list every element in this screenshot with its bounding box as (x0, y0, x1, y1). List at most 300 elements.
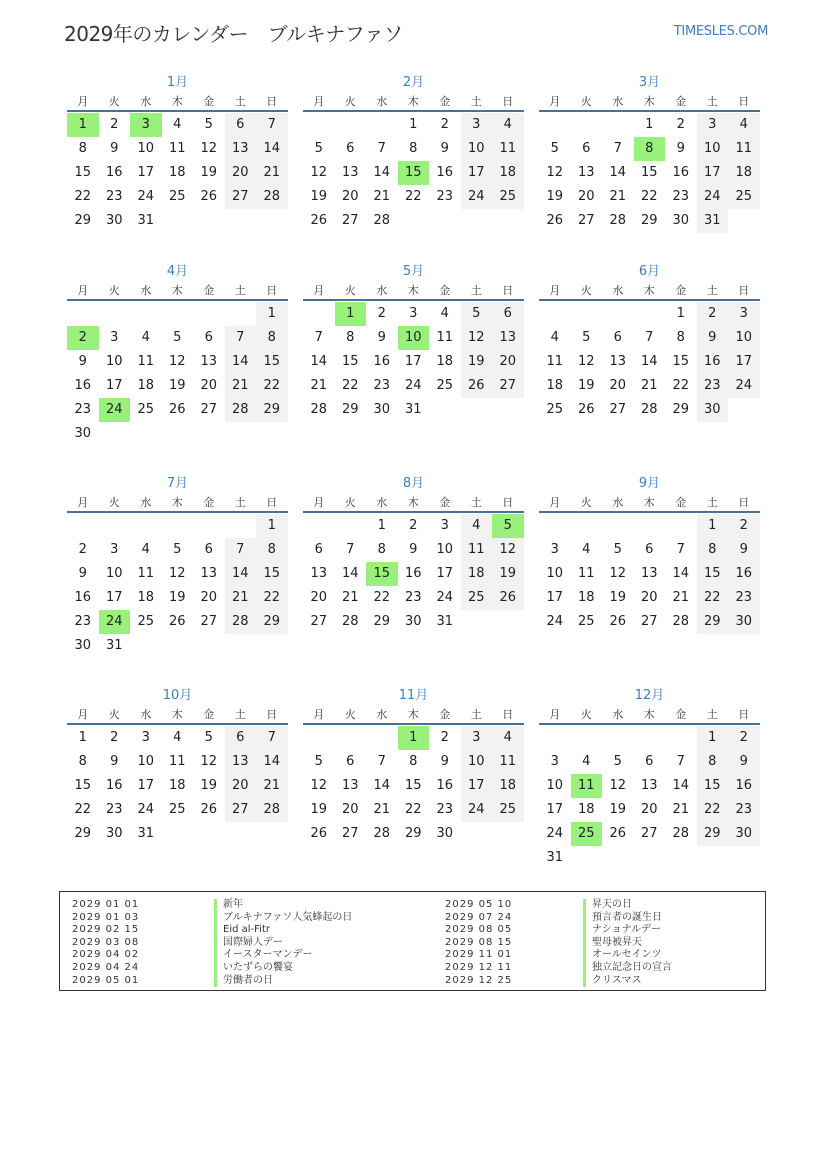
day-cell[interactable]: 5 (461, 302, 493, 326)
day-cell[interactable]: 12 (168, 354, 186, 369)
day-cell[interactable]: 10 (105, 354, 123, 369)
day-cell[interactable]: 20 (492, 350, 524, 374)
day-cell[interactable]: 4 (550, 330, 559, 345)
day-cell[interactable]: 3 (461, 726, 493, 750)
day-cell[interactable]: 1 (697, 514, 729, 538)
day-cell[interactable]: 2 (440, 730, 449, 745)
day-cell[interactable]: 21 (256, 774, 288, 798)
day-cell[interactable]: 30 (105, 213, 123, 228)
day-cell[interactable]: 16 (436, 165, 454, 180)
day-cell[interactable]: 3 (409, 306, 418, 321)
day-cell[interactable]: 24 (99, 398, 131, 422)
day-cell[interactable]: 19 (577, 378, 595, 393)
day-cell[interactable]: 22 (373, 590, 391, 605)
day-cell[interactable]: 16 (74, 378, 92, 393)
day-cell[interactable]: 29 (672, 402, 690, 417)
day-cell[interactable]: 5 (550, 141, 559, 156)
day-cell[interactable]: 2 (78, 542, 87, 557)
day-cell[interactable]: 29 (256, 610, 288, 634)
day-cell[interactable]: 25 (728, 185, 760, 209)
day-cell[interactable]: 14 (373, 778, 391, 793)
day-cell[interactable]: 31 (404, 402, 422, 417)
day-cell[interactable]: 18 (436, 354, 454, 369)
day-cell[interactable]: 12 (577, 354, 595, 369)
day-cell[interactable]: 5 (204, 730, 213, 745)
day-cell[interactable]: 15 (697, 562, 729, 586)
day-cell[interactable]: 10 (461, 750, 493, 774)
day-cell[interactable]: 26 (461, 374, 493, 398)
day-cell[interactable]: 22 (404, 802, 422, 817)
day-cell[interactable]: 15 (256, 562, 288, 586)
day-cell[interactable]: 16 (728, 774, 760, 798)
day-cell[interactable]: 12 (168, 566, 186, 581)
day-cell[interactable]: 4 (582, 542, 591, 557)
day-cell[interactable]: 16 (436, 778, 454, 793)
day-cell[interactable]: 24 (697, 185, 729, 209)
day-cell[interactable]: 14 (256, 137, 288, 161)
day-cell[interactable]: 7 (346, 542, 355, 557)
day-cell[interactable]: 19 (200, 165, 218, 180)
day-cell[interactable]: 22 (341, 378, 359, 393)
day-cell[interactable]: 8 (346, 330, 355, 345)
day-cell[interactable]: 9 (728, 750, 760, 774)
day-cell[interactable]: 20 (341, 802, 359, 817)
day-cell[interactable]: 11 (492, 750, 524, 774)
day-cell[interactable]: 2 (377, 306, 386, 321)
day-cell[interactable]: 23 (728, 798, 760, 822)
day-cell[interactable]: 7 (256, 726, 288, 750)
day-cell[interactable]: 6 (225, 113, 257, 137)
day-cell[interactable]: 11 (546, 354, 564, 369)
day-cell[interactable]: 13 (640, 778, 658, 793)
day-cell[interactable]: 28 (256, 798, 288, 822)
day-cell[interactable]: 18 (137, 590, 155, 605)
day-cell[interactable]: 14 (640, 354, 658, 369)
day-cell[interactable]: 17 (546, 590, 564, 605)
day-cell[interactable]: 12 (492, 538, 524, 562)
day-cell[interactable]: 29 (373, 614, 391, 629)
day-cell[interactable]: 14 (672, 778, 690, 793)
day-cell[interactable]: 11 (436, 330, 454, 345)
day-cell[interactable]: 17 (461, 161, 493, 185)
day-cell[interactable]: 7 (225, 538, 257, 562)
day-cell[interactable]: 21 (672, 590, 690, 605)
day-cell[interactable]: 7 (377, 141, 386, 156)
day-cell[interactable]: 2 (728, 726, 760, 750)
day-cell[interactable]: 31 (436, 614, 454, 629)
day-cell[interactable]: 25 (577, 614, 595, 629)
day-cell[interactable]: 8 (256, 326, 288, 350)
day-cell[interactable]: 6 (645, 754, 654, 769)
day-cell[interactable]: 6 (346, 754, 355, 769)
day-cell[interactable]: 12 (200, 141, 218, 156)
day-cell[interactable]: 13 (577, 165, 595, 180)
day-cell[interactable]: 29 (74, 213, 92, 228)
day-cell[interactable]: 31 (137, 826, 155, 841)
day-cell[interactable]: 22 (74, 802, 92, 817)
day-cell[interactable]: 13 (492, 326, 524, 350)
day-cell[interactable]: 20 (225, 161, 257, 185)
day-cell[interactable]: 10 (137, 141, 155, 156)
day-cell[interactable]: 2 (440, 117, 449, 132)
day-cell[interactable]: 21 (672, 802, 690, 817)
day-cell[interactable]: 29 (404, 826, 422, 841)
day-cell[interactable]: 17 (546, 802, 564, 817)
day-cell[interactable]: 5 (582, 330, 591, 345)
day-cell[interactable]: 25 (137, 402, 155, 417)
day-cell[interactable]: 19 (609, 590, 627, 605)
day-cell[interactable]: 7 (314, 330, 323, 345)
day-cell[interactable]: 1 (78, 730, 87, 745)
day-cell[interactable]: 9 (110, 754, 119, 769)
day-cell[interactable]: 11 (168, 141, 186, 156)
day-cell[interactable]: 4 (173, 117, 182, 132)
day-cell[interactable]: 20 (200, 378, 218, 393)
day-cell[interactable]: 19 (310, 802, 328, 817)
day-cell[interactable]: 27 (310, 614, 328, 629)
day-cell[interactable]: 25 (571, 822, 603, 846)
day-cell[interactable]: 15 (697, 774, 729, 798)
day-cell[interactable]: 20 (200, 590, 218, 605)
day-cell[interactable]: 27 (640, 826, 658, 841)
day-cell[interactable]: 17 (404, 354, 422, 369)
day-cell[interactable]: 12 (609, 778, 627, 793)
day-cell[interactable]: 30 (373, 402, 391, 417)
day-cell[interactable]: 19 (310, 189, 328, 204)
day-cell[interactable]: 24 (137, 189, 155, 204)
day-cell[interactable]: 22 (697, 798, 729, 822)
day-cell[interactable]: 8 (697, 750, 729, 774)
day-cell[interactable]: 8 (78, 141, 87, 156)
day-cell[interactable]: 24 (99, 610, 131, 634)
day-cell[interactable]: 31 (137, 213, 155, 228)
day-cell[interactable]: 27 (577, 213, 595, 228)
day-cell[interactable]: 28 (341, 614, 359, 629)
day-cell[interactable]: 3 (461, 113, 493, 137)
day-cell[interactable]: 11 (137, 354, 155, 369)
day-cell[interactable]: 14 (225, 562, 257, 586)
day-cell[interactable]: 18 (577, 590, 595, 605)
day-cell[interactable]: 14 (341, 566, 359, 581)
day-cell[interactable]: 24 (728, 374, 760, 398)
day-cell[interactable]: 20 (310, 590, 328, 605)
day-cell[interactable]: 20 (225, 774, 257, 798)
day-cell[interactable]: 24 (546, 614, 564, 629)
day-cell[interactable]: 4 (173, 730, 182, 745)
day-cell[interactable]: 2 (676, 117, 685, 132)
day-cell[interactable]: 27 (225, 185, 257, 209)
day-cell[interactable]: 9 (728, 538, 760, 562)
day-cell[interactable]: 12 (546, 165, 564, 180)
day-cell[interactable]: 28 (640, 402, 658, 417)
day-cell[interactable]: 14 (256, 750, 288, 774)
day-cell[interactable]: 17 (461, 774, 493, 798)
day-cell[interactable]: 30 (728, 822, 760, 846)
day-cell[interactable]: 8 (78, 754, 87, 769)
day-cell[interactable]: 4 (461, 514, 493, 538)
day-cell[interactable]: 22 (256, 374, 288, 398)
day-cell[interactable]: 11 (571, 774, 603, 798)
day-cell[interactable]: 21 (640, 378, 658, 393)
day-cell[interactable]: 7 (225, 326, 257, 350)
day-cell[interactable]: 25 (168, 802, 186, 817)
day-cell[interactable]: 13 (609, 354, 627, 369)
day-cell[interactable]: 30 (74, 638, 92, 653)
day-cell[interactable]: 12 (200, 754, 218, 769)
day-cell[interactable]: 26 (546, 213, 564, 228)
day-cell[interactable]: 13 (200, 566, 218, 581)
day-cell[interactable]: 5 (314, 754, 323, 769)
day-cell[interactable]: 16 (74, 590, 92, 605)
day-cell[interactable]: 29 (697, 610, 729, 634)
day-cell[interactable]: 24 (137, 802, 155, 817)
day-cell[interactable]: 29 (640, 213, 658, 228)
day-cell[interactable]: 18 (168, 778, 186, 793)
day-cell[interactable]: 27 (640, 614, 658, 629)
day-cell[interactable]: 19 (168, 378, 186, 393)
day-cell[interactable]: 2 (728, 514, 760, 538)
day-cell[interactable]: 15 (366, 562, 398, 586)
day-cell[interactable]: 16 (105, 165, 123, 180)
day-cell[interactable]: 26 (200, 802, 218, 817)
day-cell[interactable]: 11 (461, 538, 493, 562)
day-cell[interactable]: 18 (461, 562, 493, 586)
day-cell[interactable]: 17 (105, 590, 123, 605)
day-cell[interactable]: 28 (225, 398, 257, 422)
day-cell[interactable]: 30 (404, 614, 422, 629)
day-cell[interactable]: 4 (440, 306, 449, 321)
day-cell[interactable]: 26 (310, 213, 328, 228)
day-cell[interactable]: 3 (697, 113, 729, 137)
day-cell[interactable]: 25 (168, 189, 186, 204)
day-cell[interactable]: 9 (697, 326, 729, 350)
day-cell[interactable]: 17 (697, 161, 729, 185)
day-cell[interactable]: 29 (256, 398, 288, 422)
day-cell[interactable]: 13 (225, 137, 257, 161)
day-cell[interactable]: 28 (225, 610, 257, 634)
day-cell[interactable]: 1 (377, 518, 386, 533)
day-cell[interactable]: 26 (609, 826, 627, 841)
day-cell[interactable]: 10 (461, 137, 493, 161)
day-cell[interactable]: 2 (110, 730, 119, 745)
day-cell[interactable]: 30 (728, 610, 760, 634)
day-cell[interactable]: 2 (697, 302, 729, 326)
day-cell[interactable]: 5 (613, 542, 622, 557)
day-cell[interactable]: 23 (697, 374, 729, 398)
day-cell[interactable]: 9 (440, 141, 449, 156)
day-cell[interactable]: 7 (256, 113, 288, 137)
day-cell[interactable]: 19 (609, 802, 627, 817)
day-cell[interactable]: 7 (645, 330, 654, 345)
day-cell[interactable]: 5 (173, 330, 182, 345)
day-cell[interactable]: 30 (105, 826, 123, 841)
day-cell[interactable]: 11 (168, 754, 186, 769)
day-cell[interactable]: 12 (609, 566, 627, 581)
day-cell[interactable]: 22 (74, 189, 92, 204)
day-cell[interactable]: 4 (141, 542, 150, 557)
day-cell[interactable]: 27 (200, 402, 218, 417)
day-cell[interactable]: 19 (492, 562, 524, 586)
day-cell[interactable]: 21 (225, 374, 257, 398)
day-cell[interactable]: 5 (492, 514, 524, 538)
day-cell[interactable]: 9 (440, 754, 449, 769)
day-cell[interactable]: 15 (256, 350, 288, 374)
day-cell[interactable]: 15 (74, 165, 92, 180)
day-cell[interactable]: 6 (204, 542, 213, 557)
day-cell[interactable]: 4 (141, 330, 150, 345)
day-cell[interactable]: 2 (67, 326, 99, 350)
day-cell[interactable]: 5 (173, 542, 182, 557)
day-cell[interactable]: 1 (697, 726, 729, 750)
day-cell[interactable]: 10 (728, 326, 760, 350)
day-cell[interactable]: 4 (582, 754, 591, 769)
day-cell[interactable]: 25 (546, 402, 564, 417)
day-cell[interactable]: 22 (672, 378, 690, 393)
day-cell[interactable]: 23 (105, 802, 123, 817)
day-cell[interactable]: 6 (314, 542, 323, 557)
day-cell[interactable]: 23 (728, 586, 760, 610)
day-cell[interactable]: 5 (613, 754, 622, 769)
day-cell[interactable]: 13 (225, 750, 257, 774)
day-cell[interactable]: 23 (436, 802, 454, 817)
day-cell[interactable]: 29 (341, 402, 359, 417)
day-cell[interactable]: 6 (492, 302, 524, 326)
day-cell[interactable]: 21 (609, 189, 627, 204)
day-cell[interactable]: 25 (492, 798, 524, 822)
day-cell[interactable]: 21 (310, 378, 328, 393)
day-cell[interactable]: 18 (577, 802, 595, 817)
day-cell[interactable]: 23 (404, 590, 422, 605)
day-cell[interactable]: 10 (697, 137, 729, 161)
day-cell[interactable]: 31 (697, 209, 729, 233)
day-cell[interactable]: 22 (256, 586, 288, 610)
day-cell[interactable]: 13 (200, 354, 218, 369)
day-cell[interactable]: 8 (409, 141, 418, 156)
day-cell[interactable]: 8 (697, 538, 729, 562)
day-cell[interactable]: 28 (672, 826, 690, 841)
day-cell[interactable]: 20 (577, 189, 595, 204)
day-cell[interactable]: 1 (256, 514, 288, 538)
day-cell[interactable]: 1 (67, 113, 99, 137)
day-cell[interactable]: 26 (609, 614, 627, 629)
day-cell[interactable]: 4 (728, 113, 760, 137)
day-cell[interactable]: 14 (609, 165, 627, 180)
day-cell[interactable]: 23 (436, 189, 454, 204)
day-cell[interactable]: 25 (492, 185, 524, 209)
day-cell[interactable]: 18 (728, 161, 760, 185)
day-cell[interactable]: 26 (310, 826, 328, 841)
day-cell[interactable]: 23 (105, 189, 123, 204)
day-cell[interactable]: 8 (409, 754, 418, 769)
day-cell[interactable]: 27 (341, 826, 359, 841)
day-cell[interactable]: 10 (105, 566, 123, 581)
day-cell[interactable]: 23 (373, 378, 391, 393)
day-cell[interactable]: 9 (78, 354, 87, 369)
day-cell[interactable]: 6 (613, 330, 622, 345)
day-cell[interactable]: 3 (440, 518, 449, 533)
day-cell[interactable]: 15 (341, 354, 359, 369)
day-cell[interactable]: 17 (105, 378, 123, 393)
day-cell[interactable]: 18 (168, 165, 186, 180)
day-cell[interactable]: 25 (461, 586, 493, 610)
day-cell[interactable]: 18 (492, 774, 524, 798)
site-logo[interactable]: TIMESLES.COM (673, 24, 768, 39)
day-cell[interactable]: 9 (409, 542, 418, 557)
day-cell[interactable]: 18 (546, 378, 564, 393)
day-cell[interactable]: 22 (640, 189, 658, 204)
day-cell[interactable]: 23 (672, 189, 690, 204)
day-cell[interactable]: 11 (492, 137, 524, 161)
day-cell[interactable]: 6 (346, 141, 355, 156)
day-cell[interactable]: 20 (341, 189, 359, 204)
day-cell[interactable]: 7 (676, 542, 685, 557)
day-cell[interactable]: 1 (676, 306, 685, 321)
day-cell[interactable]: 21 (373, 802, 391, 817)
day-cell[interactable]: 23 (74, 402, 92, 417)
day-cell[interactable]: 30 (697, 398, 729, 422)
day-cell[interactable]: 10 (546, 778, 564, 793)
day-cell[interactable]: 16 (728, 562, 760, 586)
day-cell[interactable]: 3 (550, 754, 559, 769)
day-cell[interactable]: 9 (377, 330, 386, 345)
day-cell[interactable]: 19 (168, 590, 186, 605)
day-cell[interactable]: 19 (200, 778, 218, 793)
day-cell[interactable]: 21 (373, 189, 391, 204)
day-cell[interactable]: 18 (492, 161, 524, 185)
day-cell[interactable]: 24 (404, 378, 422, 393)
day-cell[interactable]: 18 (137, 378, 155, 393)
day-cell[interactable]: 12 (310, 778, 328, 793)
day-cell[interactable]: 11 (728, 137, 760, 161)
day-cell[interactable]: 10 (436, 542, 454, 557)
day-cell[interactable]: 14 (672, 566, 690, 581)
day-cell[interactable]: 17 (436, 566, 454, 581)
day-cell[interactable]: 14 (225, 350, 257, 374)
day-cell[interactable]: 8 (634, 137, 666, 161)
day-cell[interactable]: 16 (697, 350, 729, 374)
day-cell[interactable]: 28 (373, 826, 391, 841)
day-cell[interactable]: 10 (546, 566, 564, 581)
day-cell[interactable]: 28 (373, 213, 391, 228)
day-cell[interactable]: 14 (310, 354, 328, 369)
day-cell[interactable]: 2 (110, 117, 119, 132)
day-cell[interactable]: 27 (609, 402, 627, 417)
day-cell[interactable]: 26 (577, 402, 595, 417)
day-cell[interactable]: 28 (310, 402, 328, 417)
day-cell[interactable]: 14 (373, 165, 391, 180)
day-cell[interactable]: 16 (672, 165, 690, 180)
day-cell[interactable]: 15 (398, 161, 430, 185)
day-cell[interactable]: 3 (550, 542, 559, 557)
day-cell[interactable]: 21 (256, 161, 288, 185)
day-cell[interactable]: 20 (609, 378, 627, 393)
day-cell[interactable]: 26 (168, 614, 186, 629)
day-cell[interactable]: 24 (461, 798, 493, 822)
day-cell[interactable]: 6 (582, 141, 591, 156)
day-cell[interactable]: 11 (137, 566, 155, 581)
day-cell[interactable]: 13 (341, 778, 359, 793)
day-cell[interactable]: 6 (225, 726, 257, 750)
day-cell[interactable]: 1 (335, 302, 367, 326)
day-cell[interactable]: 15 (404, 778, 422, 793)
day-cell[interactable]: 20 (640, 802, 658, 817)
day-cell[interactable]: 21 (341, 590, 359, 605)
day-cell[interactable]: 25 (436, 378, 454, 393)
day-cell[interactable]: 8 (256, 538, 288, 562)
day-cell[interactable]: 17 (137, 778, 155, 793)
day-cell[interactable]: 28 (672, 614, 690, 629)
day-cell[interactable]: 5 (204, 117, 213, 132)
